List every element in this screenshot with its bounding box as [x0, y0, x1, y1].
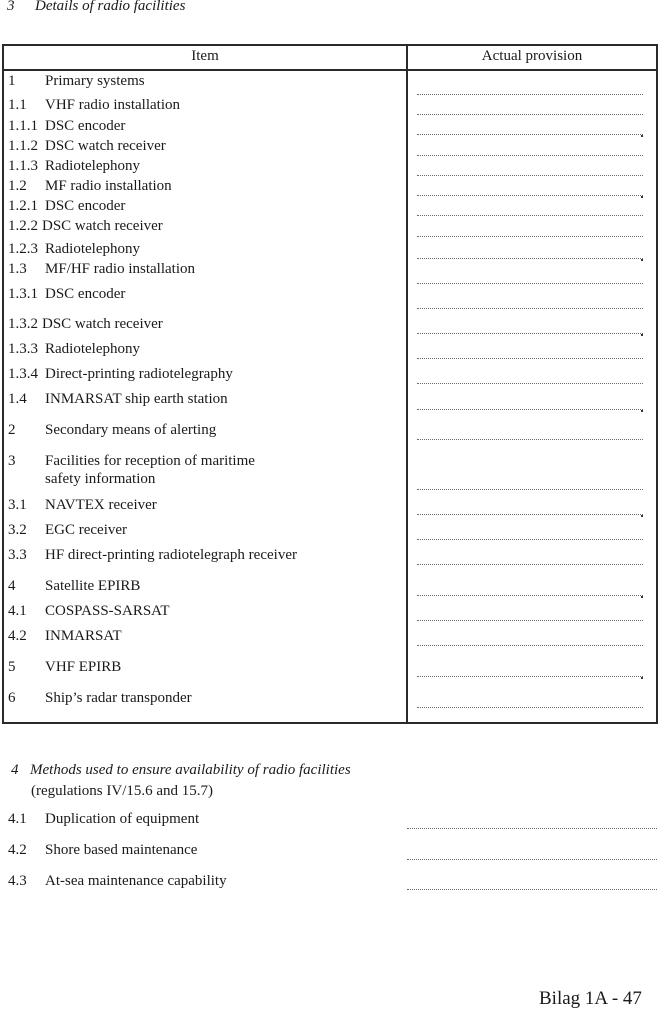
actual-provision-field[interactable] [417, 283, 643, 284]
row-number: 1.3.1 [8, 286, 38, 302]
table-row [8, 627, 122, 645]
column-divider [406, 46, 408, 722]
table-row [8, 137, 166, 155]
table-row [8, 602, 170, 620]
field-end-mark [641, 135, 643, 137]
row-label: NAVTEX receiver [45, 497, 157, 513]
section-3-title: Details of radio facilities [35, 0, 186, 14]
field-end-mark [641, 515, 643, 517]
row-number: 3.1 [8, 497, 27, 513]
table-row [8, 577, 140, 595]
field-end-mark [641, 410, 643, 412]
table-row [8, 157, 140, 175]
table-row [8, 340, 140, 358]
section-3-number: 3 [7, 0, 15, 14]
row-number: 3.2 [8, 522, 27, 538]
method-number: 4.1 [8, 811, 27, 827]
column-header-actual-provision: Actual provision [481, 48, 583, 64]
row-label: DSC encoder [45, 286, 126, 302]
row-label: Direct-printing radiotelegraphy [45, 366, 233, 382]
row-number: 1.2 [8, 178, 27, 194]
row-number: 1.1.1 [8, 118, 38, 134]
method-field[interactable] [407, 828, 657, 829]
row-label: Radiotelephony [45, 241, 140, 257]
row-number: 1.3.4 [8, 366, 38, 382]
row-label: Satellite EPIRB [45, 578, 141, 594]
table-row [8, 365, 233, 383]
row-label: MF radio installation [45, 178, 172, 194]
actual-provision-field[interactable] [417, 409, 643, 410]
method-field[interactable] [407, 859, 657, 860]
field-end-mark [641, 677, 643, 679]
actual-provision-field[interactable] [417, 358, 643, 359]
row-number: 1.2.2 [8, 218, 38, 234]
section-3-heading [0, 0, 185, 15]
row-label: MF/HF radio installation [45, 261, 195, 277]
row-label: DSC encoder [45, 198, 126, 214]
row-number: 6 [8, 690, 16, 706]
row-number: 4 [8, 578, 16, 594]
method-number: 4.3 [8, 873, 27, 889]
row-number: 4.1 [8, 603, 27, 619]
row-label: HF direct-printing radiotelegraph receiver [45, 547, 297, 563]
row-label: VHF radio installation [45, 97, 180, 113]
row-number: 1.3.3 [8, 341, 38, 357]
actual-provision-field[interactable] [417, 195, 643, 196]
actual-provision-field[interactable] [417, 236, 643, 237]
header-divider [4, 69, 656, 71]
table-row [8, 240, 140, 258]
row-label: DSC watch receiver [45, 138, 166, 154]
actual-provision-field[interactable] [417, 564, 643, 565]
section-4-subtitle: (regulations IV/15.6 and 15.7) [31, 783, 214, 799]
section-4-number: 4 [11, 762, 19, 778]
field-end-mark [641, 259, 643, 261]
method-item [8, 872, 227, 890]
row-label: COSPASS-SARSAT [45, 603, 170, 619]
actual-provision-field[interactable] [417, 489, 643, 490]
row-label: INMARSAT ship earth station [45, 391, 228, 407]
section-4-heading [0, 762, 351, 779]
row-number: 1.3.2 [8, 316, 38, 332]
table-row [8, 72, 145, 90]
row-label: DSC encoder [45, 118, 126, 134]
row-label: VHF EPIRB [45, 659, 122, 675]
row-label-continued: safety information [45, 471, 156, 487]
actual-provision-field[interactable] [417, 539, 643, 540]
field-end-mark [641, 596, 643, 598]
field-end-mark [641, 334, 643, 336]
row-label: Facilities for reception of maritime [45, 453, 255, 469]
actual-provision-field[interactable] [417, 514, 643, 515]
row-number: 1.3 [8, 261, 27, 277]
row-number: 1.1.2 [8, 138, 38, 154]
method-label: Duplication of equipment [45, 811, 200, 827]
actual-provision-field[interactable] [417, 215, 643, 216]
table-row [8, 390, 228, 408]
section-4-title: Methods used to ensure availability of radio facilities [30, 762, 351, 778]
table-row [8, 421, 216, 439]
page-number: Bilag 1A - 47 [539, 988, 642, 1009]
table-row [8, 496, 157, 514]
row-label: INMARSAT [45, 628, 122, 644]
table-row [8, 197, 125, 215]
row-label: Ship’s radar transponder [45, 690, 192, 706]
row-number: 1 [8, 73, 16, 89]
row-number: 5 [8, 659, 16, 675]
table-row [8, 117, 125, 135]
actual-provision-field[interactable] [417, 155, 643, 156]
row-label: DSC watch receiver [42, 218, 163, 234]
actual-provision-field[interactable] [417, 383, 643, 384]
row-label: Radiotelephony [45, 158, 140, 174]
table-row [8, 260, 195, 278]
row-label: DSC watch receiver [42, 316, 163, 332]
method-item [8, 810, 199, 828]
row-label: EGC receiver [45, 522, 128, 538]
actual-provision-field[interactable] [417, 94, 643, 95]
row-label: Primary systems [45, 73, 145, 89]
method-label: At-sea maintenance capability [45, 873, 227, 889]
row-label: Radiotelephony [45, 341, 140, 357]
actual-provision-field[interactable] [417, 645, 643, 646]
table-row [8, 96, 180, 114]
actual-provision-field[interactable] [417, 620, 643, 621]
table-row [8, 658, 121, 676]
row-number: 3.3 [8, 547, 27, 563]
table-row [8, 689, 192, 707]
actual-provision-field[interactable] [417, 175, 643, 176]
actual-provision-field[interactable] [417, 595, 643, 596]
table-row [8, 315, 163, 333]
table-row [8, 177, 172, 195]
table-row [8, 285, 125, 303]
field-end-mark [641, 196, 643, 198]
row-number: 1.1.3 [8, 158, 38, 174]
column-header-item: Item [191, 48, 219, 64]
actual-provision-field[interactable] [417, 258, 643, 259]
row-number: 1.2.1 [8, 198, 38, 214]
table-row [8, 452, 255, 488]
actual-provision-field[interactable] [417, 308, 643, 309]
row-number: 1.2.3 [8, 241, 38, 257]
actual-provision-field[interactable] [417, 333, 643, 334]
row-number: 2 [8, 422, 16, 438]
method-number: 4.2 [8, 842, 27, 858]
row-label: Secondary means of alerting [45, 422, 217, 438]
row-number: 1.1 [8, 97, 27, 113]
row-number: 4.2 [8, 628, 27, 644]
table-row [8, 217, 163, 235]
row-number: 1.4 [8, 391, 27, 407]
row-number: 3 [8, 453, 16, 469]
method-field[interactable] [407, 889, 657, 890]
actual-provision-field[interactable] [417, 707, 643, 708]
method-label: Shore based maintenance [45, 842, 198, 858]
actual-provision-field[interactable] [417, 676, 643, 677]
actual-provision-field[interactable] [417, 114, 643, 115]
table-row [8, 521, 127, 539]
actual-provision-field[interactable] [417, 439, 643, 440]
method-item [8, 841, 197, 859]
actual-provision-field[interactable] [417, 134, 643, 135]
table-row [8, 546, 297, 564]
